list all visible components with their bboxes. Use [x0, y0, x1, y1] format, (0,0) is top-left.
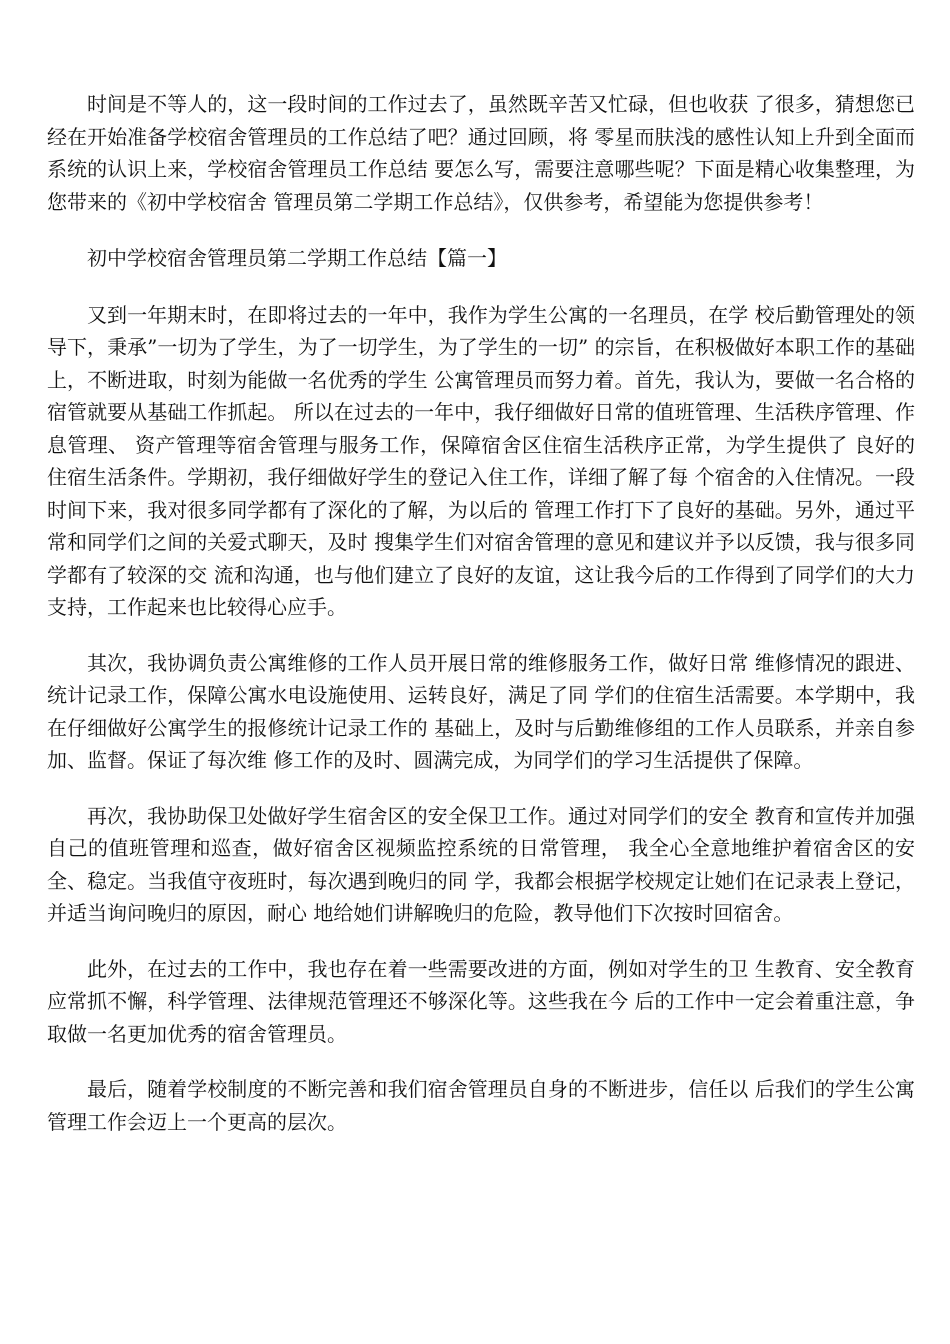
body-paragraph-2: 其次，我协调负责公寓维修的工作人员开展日常的维修服务工作，做好日常 维修情况的跟进、统计记录工作，保障公寓水电设施使用、运转良好，满足了同 学们的住宿生活需要。本学期中，我在仔细做好公寓学生的报修统计记录工作的 基础上，及时与后勤维修组的工作人员联系，并亲自参加、监督。保证了每次维 修工作的及时、圆满完成，为同学们的学习生活提供了保障。	[47, 650, 915, 772]
body-paragraph-4: 此外，在过去的工作中，我也存在着一些需要改进的方面，例如对学生的卫 生教育、安全教育应常抓不懈，科学管理、法律规范管理还不够深化等。这些我在今 后的工作中一定会着重注意，争取做一名更加优秀的宿舍管理员。	[47, 956, 915, 1046]
body-paragraph-1: 又到一年期末时，在即将过去的一年中，我作为学生公寓的一名理员，在学 校后勤管理处的领导下，秉承”一切为了学生，为了一切学生，为了学生的一切” 的宗旨，在积极做好本职工作的基础上，不断进取，时刻为能做一名优秀的学生 公寓管理员而努力着。首先，我认为，要做一名合格的宿管就要从基础工作抓起。 所以在过去的一年中，我仔细做好日常的值班管理、生活秩序管理、作息管理、 资产管理等宿舍管理与服务工作，保障宿舍区住宿生活秩序正常，为学生提供了 良好的住宿生活条件。学期初，我仔细做好学生的登记入住工作，详细了解了每 个宿舍的入住情况。一段时间下来，我对很多同学都有了深化的了解，为以后的 管理工作打下了良好的基础。另外，通过平常和同学们之间的关爱式聊天，及时 搜集学生们对宿舍管理的意见和建议并予以反馈，我与很多同学都有了较深的交 流和沟通，也与他们建立了良好的友谊，这让我今后的工作得到了同学们的大力 支持，工作起来也比较得心应手。	[47, 302, 922, 619]
document-page	[47, 88, 922, 1138]
body-paragraph-5: 最后，随着学校制度的不断完善和我们宿舍管理员自身的不断进步，信任以 后我们的学生公寓管理工作会迈上一个更高的层次。	[47, 1077, 915, 1134]
intro-paragraph: 时间是不等人的，这一段时间的工作过去了，虽然既辛苦又忙碌，但也收获 了很多，猜想您已经在开始准备学校宿舍管理员的工作总结了吧？通过回顾，将 零星而肤浅的感性认知上升到全面而系统的认识上来，学校宿舍管理员工作总结 要怎么写，需要注意哪些呢？下面是精心收集整理，为您带来的《初中学校宿舍 管理员第二学期工作总结》，仅供参考，希望能为您提供参考！	[47, 92, 915, 214]
body-paragraph-3: 再次，我协助保卫处做好学生宿舍区的安全保卫工作。通过对同学们的安全 教育和宣传并加强自己的值班管理和巡查，做好宿舍区视频监控系统的日常管理， 我全心全意地维护着宿舍区的安全、稳定。当我值守夜班时，每次遇到晚归的同 学，我都会根据学校规定让她们在记录表上登记，并适当询问晚归的原因，耐心 地给她们讲解晚归的危险，教导他们下次按时回宿舍。	[47, 803, 915, 925]
section-title: 初中学校宿舍管理员第二学期工作总结【篇一】	[87, 246, 507, 270]
